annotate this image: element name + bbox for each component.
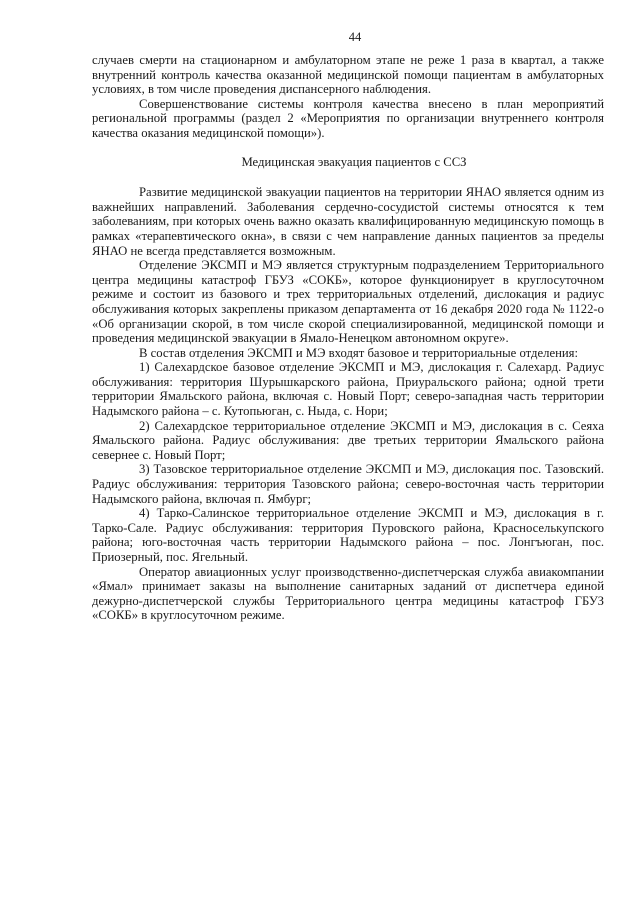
paragraph-intro-2: Совершенствование системы контроля качества внесено в план мероприятий региональной программы (раздел 2 «Мероприятия по организации внутреннего контроля качества оказания медицинской помощи»).	[92, 96, 604, 140]
paragraph-section-2: Отделение ЭКСМП и МЭ является структурным подразделением Территориального центра медицины катастроф ГБУЗ «СОКБ», которое функционирует в круглосуточном режиме и состоит из базового и трех территориальных отделений, дислокация и радиус обслуживания которых закреплены приказом департамента от 16 декабря 2020 года № 1122-о «Об организации скорой, в том числе скорой специализированной, медицинской помощи и проведения медицинской эвакуации в Ямало-Ненецком автономном округе».	[92, 258, 604, 346]
list-item-3: 3) Тазовское территориальное отделение ЭКСМП и МЭ, дислокация пос. Тазовский. Радиус обслуживания: территория Тазовского района; северо-восточная часть территории Надымского района, включая п. Ямбург;	[92, 462, 604, 506]
paragraph-section-final: Оператор авиационных услуг производственно-диспетчерская служба авиакомпании «Ямал» принимает заказы на выполнение санитарных заданий от диспетчера единой дежурно-диспетчерской службы Территориального центра медицины катастроф ГБУЗ «СОКБ» в круглосуточном режиме.	[92, 564, 604, 623]
paragraph-section-3: В состав отделения ЭКСМП и МЭ входят базовое и территориальные отделения:	[139, 345, 579, 360]
paragraph-section-1: Развитие медицинской эвакуации пациентов на территории ЯНАО является одним из важнейших направлений. Заболевания сердечно-сосудистой системы относятся к тем заболеваниям, при которых очень важно оказать квалифицированную медицинскую помощь в рамках «терапевтического окна», в связи с чем направление данных пациентов за пределы ЯНАО не всегда представляется возможным.	[92, 185, 604, 258]
page-number: 44	[348, 30, 362, 44]
list-item-4: 4) Тарко-Салинское территориальное отделение ЭКСМП и МЭ, дислокация в г. Тарко-Сале. Радиус обслуживания: территория Пуровского района, Красноселькупского района; юго-восточная часть территории Надымского района – пос. Лонгъюган, пос. Приозерный, пос. Ягельный.	[92, 506, 604, 564]
list-item-2: 2) Салехардское территориальное отделение ЭКСМП и МЭ, дислокация в с. Сеяха Ямальского района. Радиус обслуживания: две третьих территории Ямальского района севернее с. Новый Порт;	[92, 418, 604, 462]
section-title: Медицинская эвакуация пациентов с ССЗ	[241, 154, 467, 169]
list-item-1: 1) Салехардское базовое отделение ЭКСМП и МЭ, дислокация г. Салехард. Радиус обслуживания: территория Шурышкарского района, Приуральского района; одной трети территории Ямальского района, включая с. Новый Порт; северо-западная часть территории Надымского района – с. Кутопьюган, с. Ныда, с. Нори;	[92, 360, 604, 419]
paragraph-intro-1: случаев смерти на стационарном и амбулаторном этапе не реже 1 раза в квартал, а также внутренний контроль качества оказанной медицинской помощи пациентам в амбулаторных условиях, в том числе проведения диспансерного наблюдения.	[92, 53, 604, 97]
